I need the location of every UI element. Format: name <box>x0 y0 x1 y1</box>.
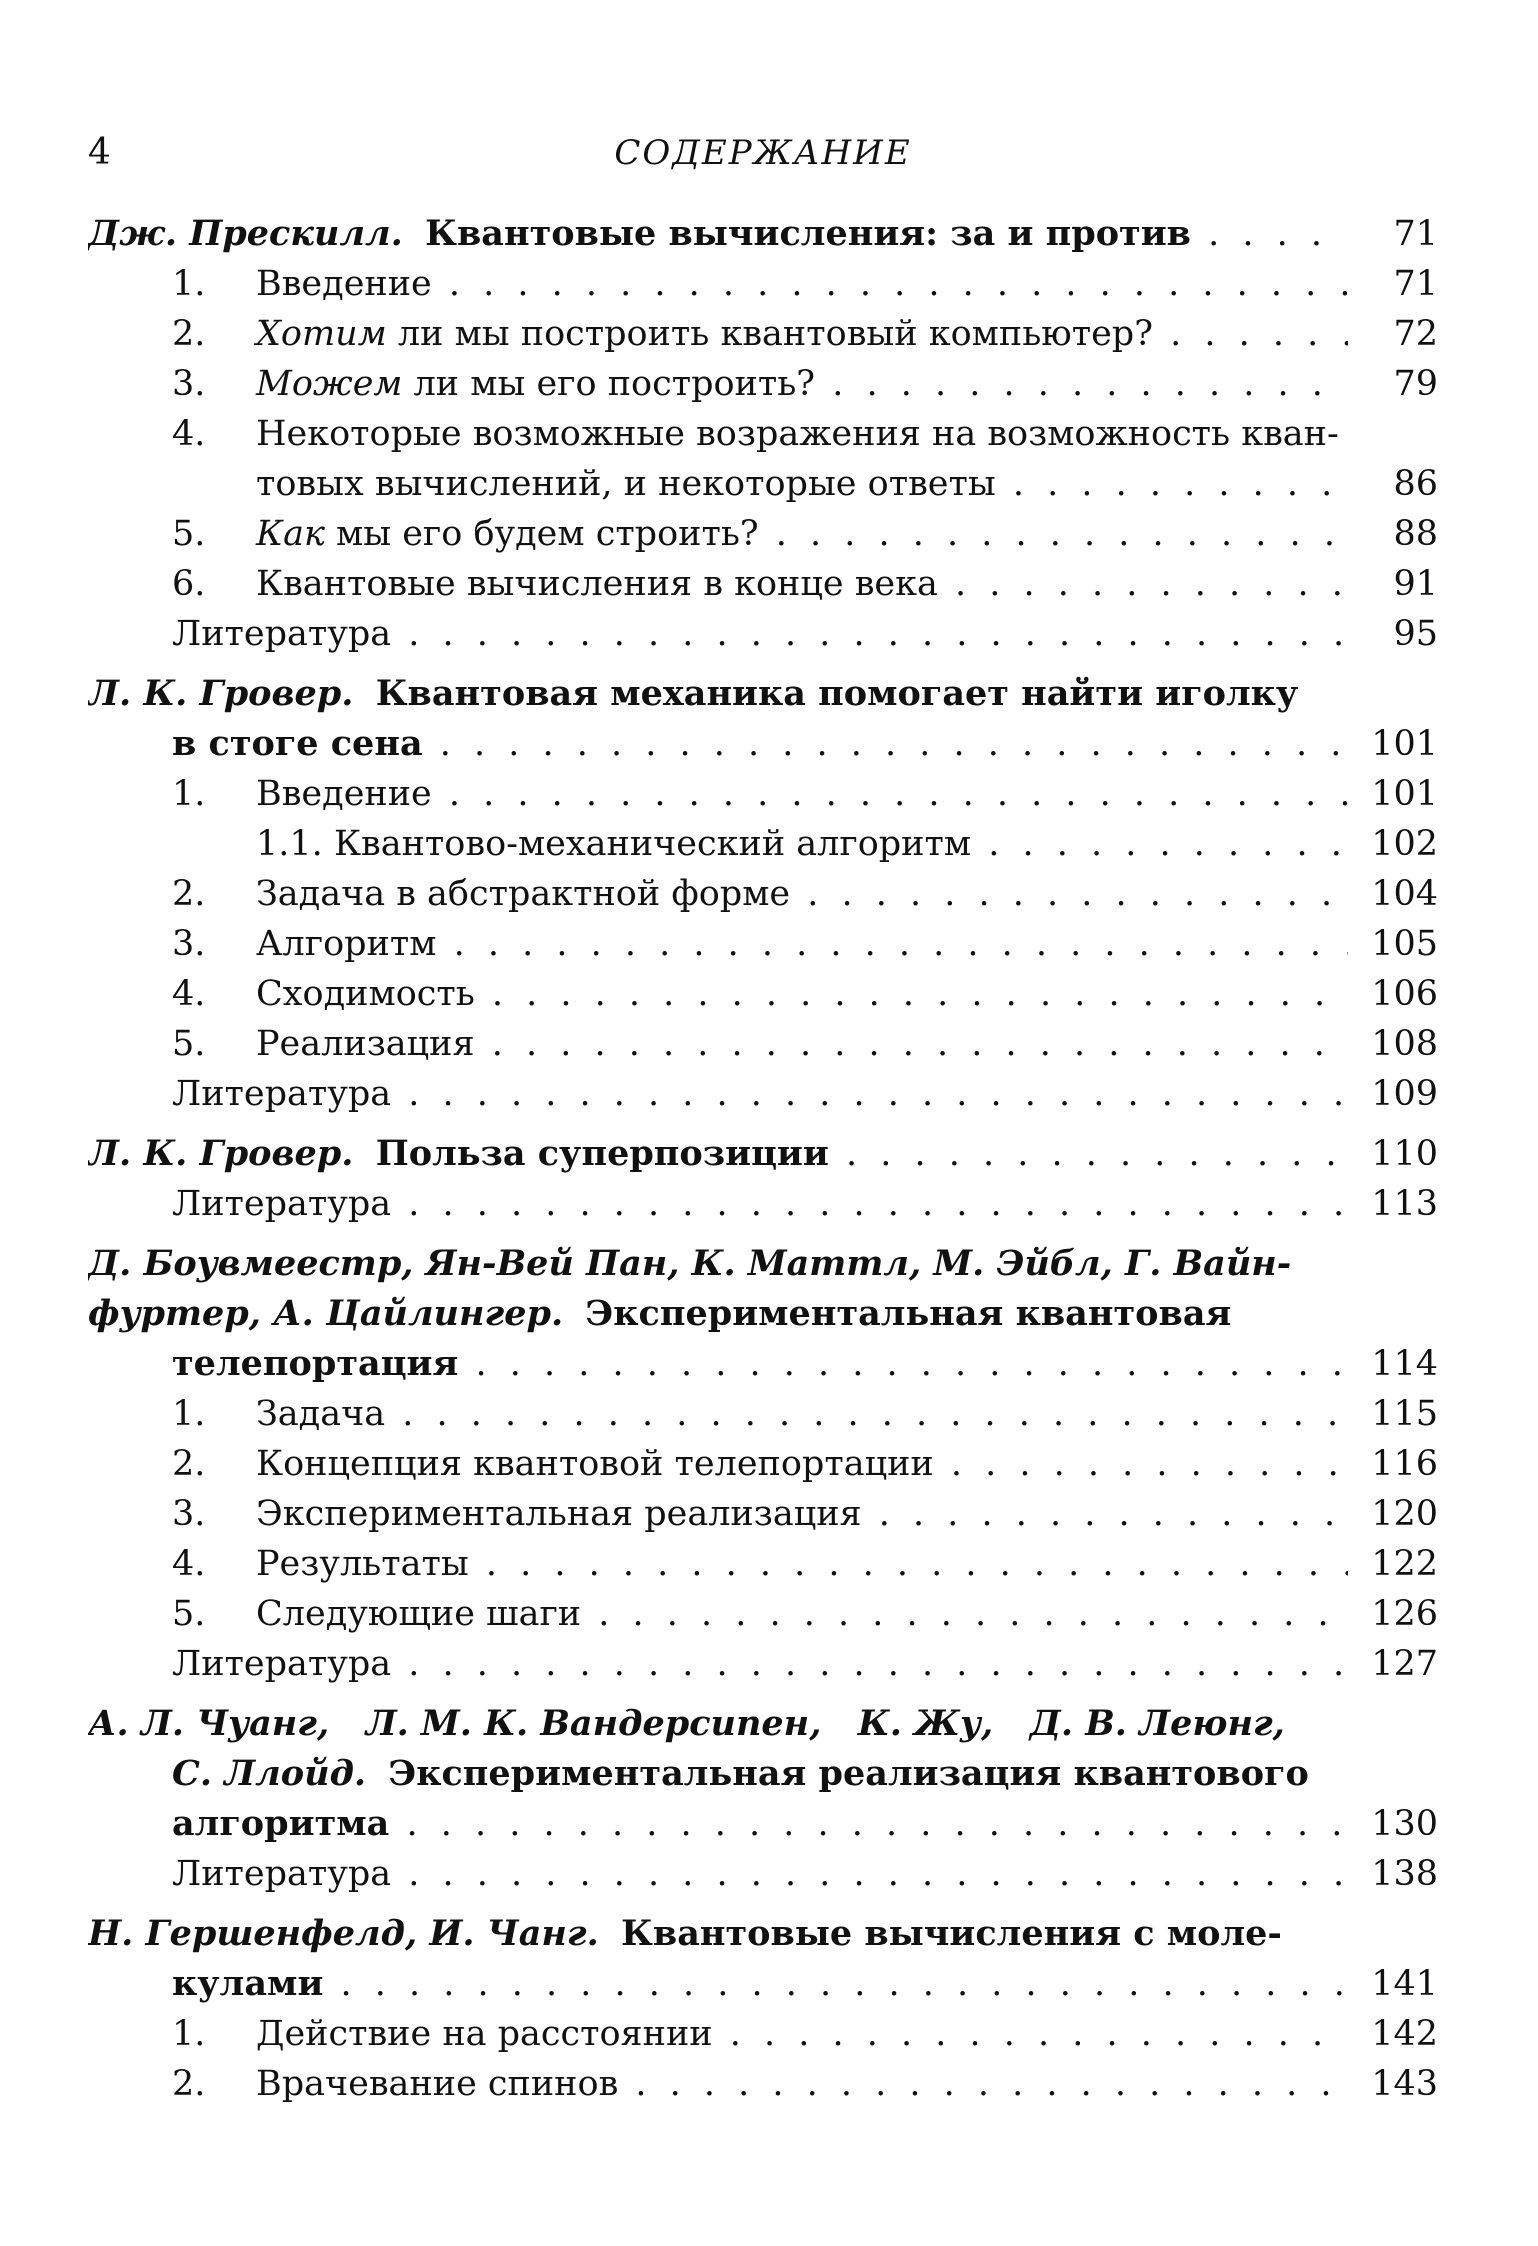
toc-page: 143 <box>1348 2059 1438 2109</box>
toc-num: 2. <box>172 2064 206 2104</box>
toc-author: фуртер, А. Цайлингер. <box>88 1293 564 1334</box>
toc-section[interactable] <box>88 259 1438 309</box>
toc-num: 5. <box>172 514 206 554</box>
toc-num: 3. <box>172 1494 206 1534</box>
toc-section[interactable] <box>88 509 1438 559</box>
toc-references[interactable] <box>88 1179 1438 1229</box>
page-number: 4 <box>88 132 111 173</box>
toc-article-cont[interactable] <box>88 1339 1438 1389</box>
toc-num: 3. <box>172 924 206 964</box>
toc-author: Л. К. Гровер. <box>88 1133 354 1174</box>
toc-emph: Можем <box>256 364 403 404</box>
toc-section[interactable] <box>88 1589 1438 1639</box>
toc-text: Литература <box>172 614 392 654</box>
toc-num: 2. <box>172 314 206 354</box>
toc-page: 101 <box>1348 769 1438 819</box>
toc-num: 4. <box>172 1544 206 1584</box>
toc-page: 91 <box>1348 559 1438 609</box>
toc-section[interactable] <box>88 409 1438 459</box>
toc-num: 1.1. <box>256 824 323 864</box>
toc-num: 1. <box>172 1394 206 1434</box>
toc-page: 126 <box>1348 1589 1438 1639</box>
toc-page: 138 <box>1348 1849 1438 1899</box>
toc-text: ли мы построить квантовый компьютер? <box>386 314 1153 354</box>
toc-article[interactable] <box>88 209 1438 259</box>
toc-title: Квантовая механика помогает найти иголку <box>375 673 1299 714</box>
toc-emph: Как <box>256 514 325 554</box>
toc-section[interactable] <box>88 769 1438 819</box>
toc-page: 79 <box>1348 359 1438 409</box>
toc-page: 142 <box>1348 2009 1438 2059</box>
toc-text: Литература <box>172 1074 392 1114</box>
toc-title: в стоге сена <box>172 723 423 764</box>
toc-section[interactable] <box>88 2059 1438 2109</box>
table-of-contents <box>88 209 1438 2109</box>
toc-page: 114 <box>1348 1339 1438 1389</box>
toc-num: 1. <box>172 264 206 304</box>
toc-emph: Хотим <box>256 314 387 354</box>
toc-page: 113 <box>1348 1179 1438 1229</box>
running-title: СОДЕРЖАНИЕ <box>614 133 912 173</box>
toc-article[interactable] <box>88 1909 1438 1959</box>
toc-section[interactable] <box>88 359 1438 409</box>
toc-article[interactable] <box>88 1699 1438 1749</box>
toc-article[interactable] <box>88 669 1438 719</box>
toc-text: Литература <box>172 1644 392 1684</box>
toc-page: 127 <box>1348 1639 1438 1689</box>
toc-text: Задача <box>256 1394 386 1434</box>
toc-title: алгоритма <box>172 1803 390 1844</box>
toc-text: Концепция квантовой телепортации <box>256 1444 934 1484</box>
toc-title: Экспериментальная квантовая <box>585 1293 1232 1334</box>
toc-references[interactable] <box>88 609 1438 659</box>
toc-author: Л. К. Гровер. <box>88 673 354 714</box>
toc-article-cont[interactable] <box>88 1959 1438 2009</box>
toc-text: Экспериментальная реализация <box>256 1494 862 1534</box>
toc-page: 106 <box>1348 969 1438 1019</box>
toc-title: Экспериментальная реализация квантового <box>388 1753 1309 1794</box>
toc-page: 130 <box>1348 1799 1438 1849</box>
toc-page: 72 <box>1348 309 1438 359</box>
toc-author: Д. Боувмеестр, Ян-Вей Пан, К. Маттл, М. Эйбл, Г. Вайн- <box>88 1243 1292 1284</box>
toc-num: 2. <box>172 1444 206 1484</box>
toc-author: С. Ллойд. <box>172 1753 367 1794</box>
toc-num: 4. <box>172 974 206 1014</box>
toc-author: Дж. Прескилл. <box>88 213 403 254</box>
toc-page: 71 <box>1348 209 1438 259</box>
toc-text: Введение <box>256 264 432 304</box>
toc-num: 5. <box>172 1594 206 1634</box>
toc-section[interactable] <box>88 559 1438 609</box>
toc-page: 104 <box>1348 869 1438 919</box>
toc-text: Литература <box>172 1184 392 1224</box>
toc-page: 102 <box>1348 819 1438 869</box>
toc-section[interactable] <box>88 1389 1438 1439</box>
toc-title: Польза суперпозиции <box>375 1133 829 1174</box>
toc-num: 4. <box>172 414 206 454</box>
toc-title: Квантовые вычисления с моле- <box>621 1913 1282 1954</box>
toc-text: Результаты <box>256 1544 469 1584</box>
toc-author: Н. Гершенфелд, И. Чанг. <box>88 1913 599 1954</box>
toc-text: Задача в абстрактной форме <box>256 874 791 914</box>
toc-text: Введение <box>256 774 432 814</box>
toc-num: 6. <box>172 564 206 604</box>
toc-article[interactable] <box>88 1239 1438 1289</box>
toc-references[interactable] <box>88 1849 1438 1899</box>
toc-author: А. Л. Чуанг, Л. М. К. Вандерсипен, К. Жу, Д. В. Леюнг, <box>88 1703 1285 1744</box>
toc-text: Некоторые возможные возражения на возможность кван- <box>256 414 1339 454</box>
toc-references[interactable] <box>88 1639 1438 1689</box>
toc-page: 108 <box>1348 1019 1438 1069</box>
toc-title: кулами <box>172 1963 324 2004</box>
toc-page: 101 <box>1348 719 1438 769</box>
toc-title: Квантовые вычисления: за и против <box>425 213 1192 254</box>
toc-article-cont[interactable] <box>88 1749 1438 1799</box>
toc-article-cont[interactable] <box>88 1289 1438 1339</box>
toc-text: Реализация <box>256 1024 475 1064</box>
toc-text: Квантово-механический алгоритм <box>333 824 972 864</box>
page-header <box>88 128 1438 178</box>
toc-num: 3. <box>172 364 206 404</box>
toc-num: 1. <box>172 2014 206 2054</box>
toc-section[interactable] <box>88 2009 1438 2059</box>
toc-page: 116 <box>1348 1439 1438 1489</box>
toc-page: 120 <box>1348 1489 1438 1539</box>
toc-text: Следующие шаги <box>256 1594 582 1634</box>
toc-article[interactable] <box>88 1129 1438 1179</box>
toc-section[interactable] <box>88 1489 1438 1539</box>
toc-page: 115 <box>1348 1389 1438 1439</box>
toc-section[interactable] <box>88 869 1438 919</box>
toc-num: 2. <box>172 874 206 914</box>
toc-text: Сходимость <box>256 974 475 1014</box>
toc-text: Врачевание спинов <box>256 2064 619 2104</box>
toc-title: телепортация <box>172 1343 459 1384</box>
toc-section[interactable] <box>88 919 1438 969</box>
toc-page: 122 <box>1348 1539 1438 1589</box>
toc-article-cont[interactable] <box>88 1799 1438 1849</box>
toc-page: 88 <box>1348 509 1438 559</box>
toc-text: Литература <box>172 1854 392 1894</box>
toc-page: 71 <box>1348 259 1438 309</box>
toc-section-cont[interactable] <box>88 459 1438 509</box>
toc-page: 105 <box>1348 919 1438 969</box>
toc-references[interactable] <box>88 1069 1438 1119</box>
toc-article-cont[interactable] <box>88 719 1438 769</box>
toc-section[interactable] <box>88 969 1438 1019</box>
toc-num: 5. <box>172 1024 206 1064</box>
toc-text: товых вычислений, и некоторые ответы <box>256 464 996 504</box>
toc-num: 1. <box>172 774 206 814</box>
toc-page: 86 <box>1348 459 1438 509</box>
toc-text: Действие на расстоянии <box>256 2014 713 2054</box>
toc-section[interactable] <box>88 1439 1438 1489</box>
toc-page: 109 <box>1348 1069 1438 1119</box>
toc-section[interactable] <box>88 1539 1438 1589</box>
toc-page: 141 <box>1348 1959 1438 2009</box>
toc-section[interactable] <box>88 309 1438 359</box>
toc-text: мы его будем строить? <box>324 514 759 554</box>
toc-page: 95 <box>1348 609 1438 659</box>
toc-text: Квантовые вычисления в конце века <box>256 564 938 604</box>
toc-text: Алгоритм <box>256 924 437 964</box>
toc-page: 110 <box>1348 1129 1438 1179</box>
toc-section[interactable] <box>88 1019 1438 1069</box>
toc-text: ли мы его построить? <box>402 364 816 404</box>
toc-subsection[interactable] <box>88 819 1438 869</box>
